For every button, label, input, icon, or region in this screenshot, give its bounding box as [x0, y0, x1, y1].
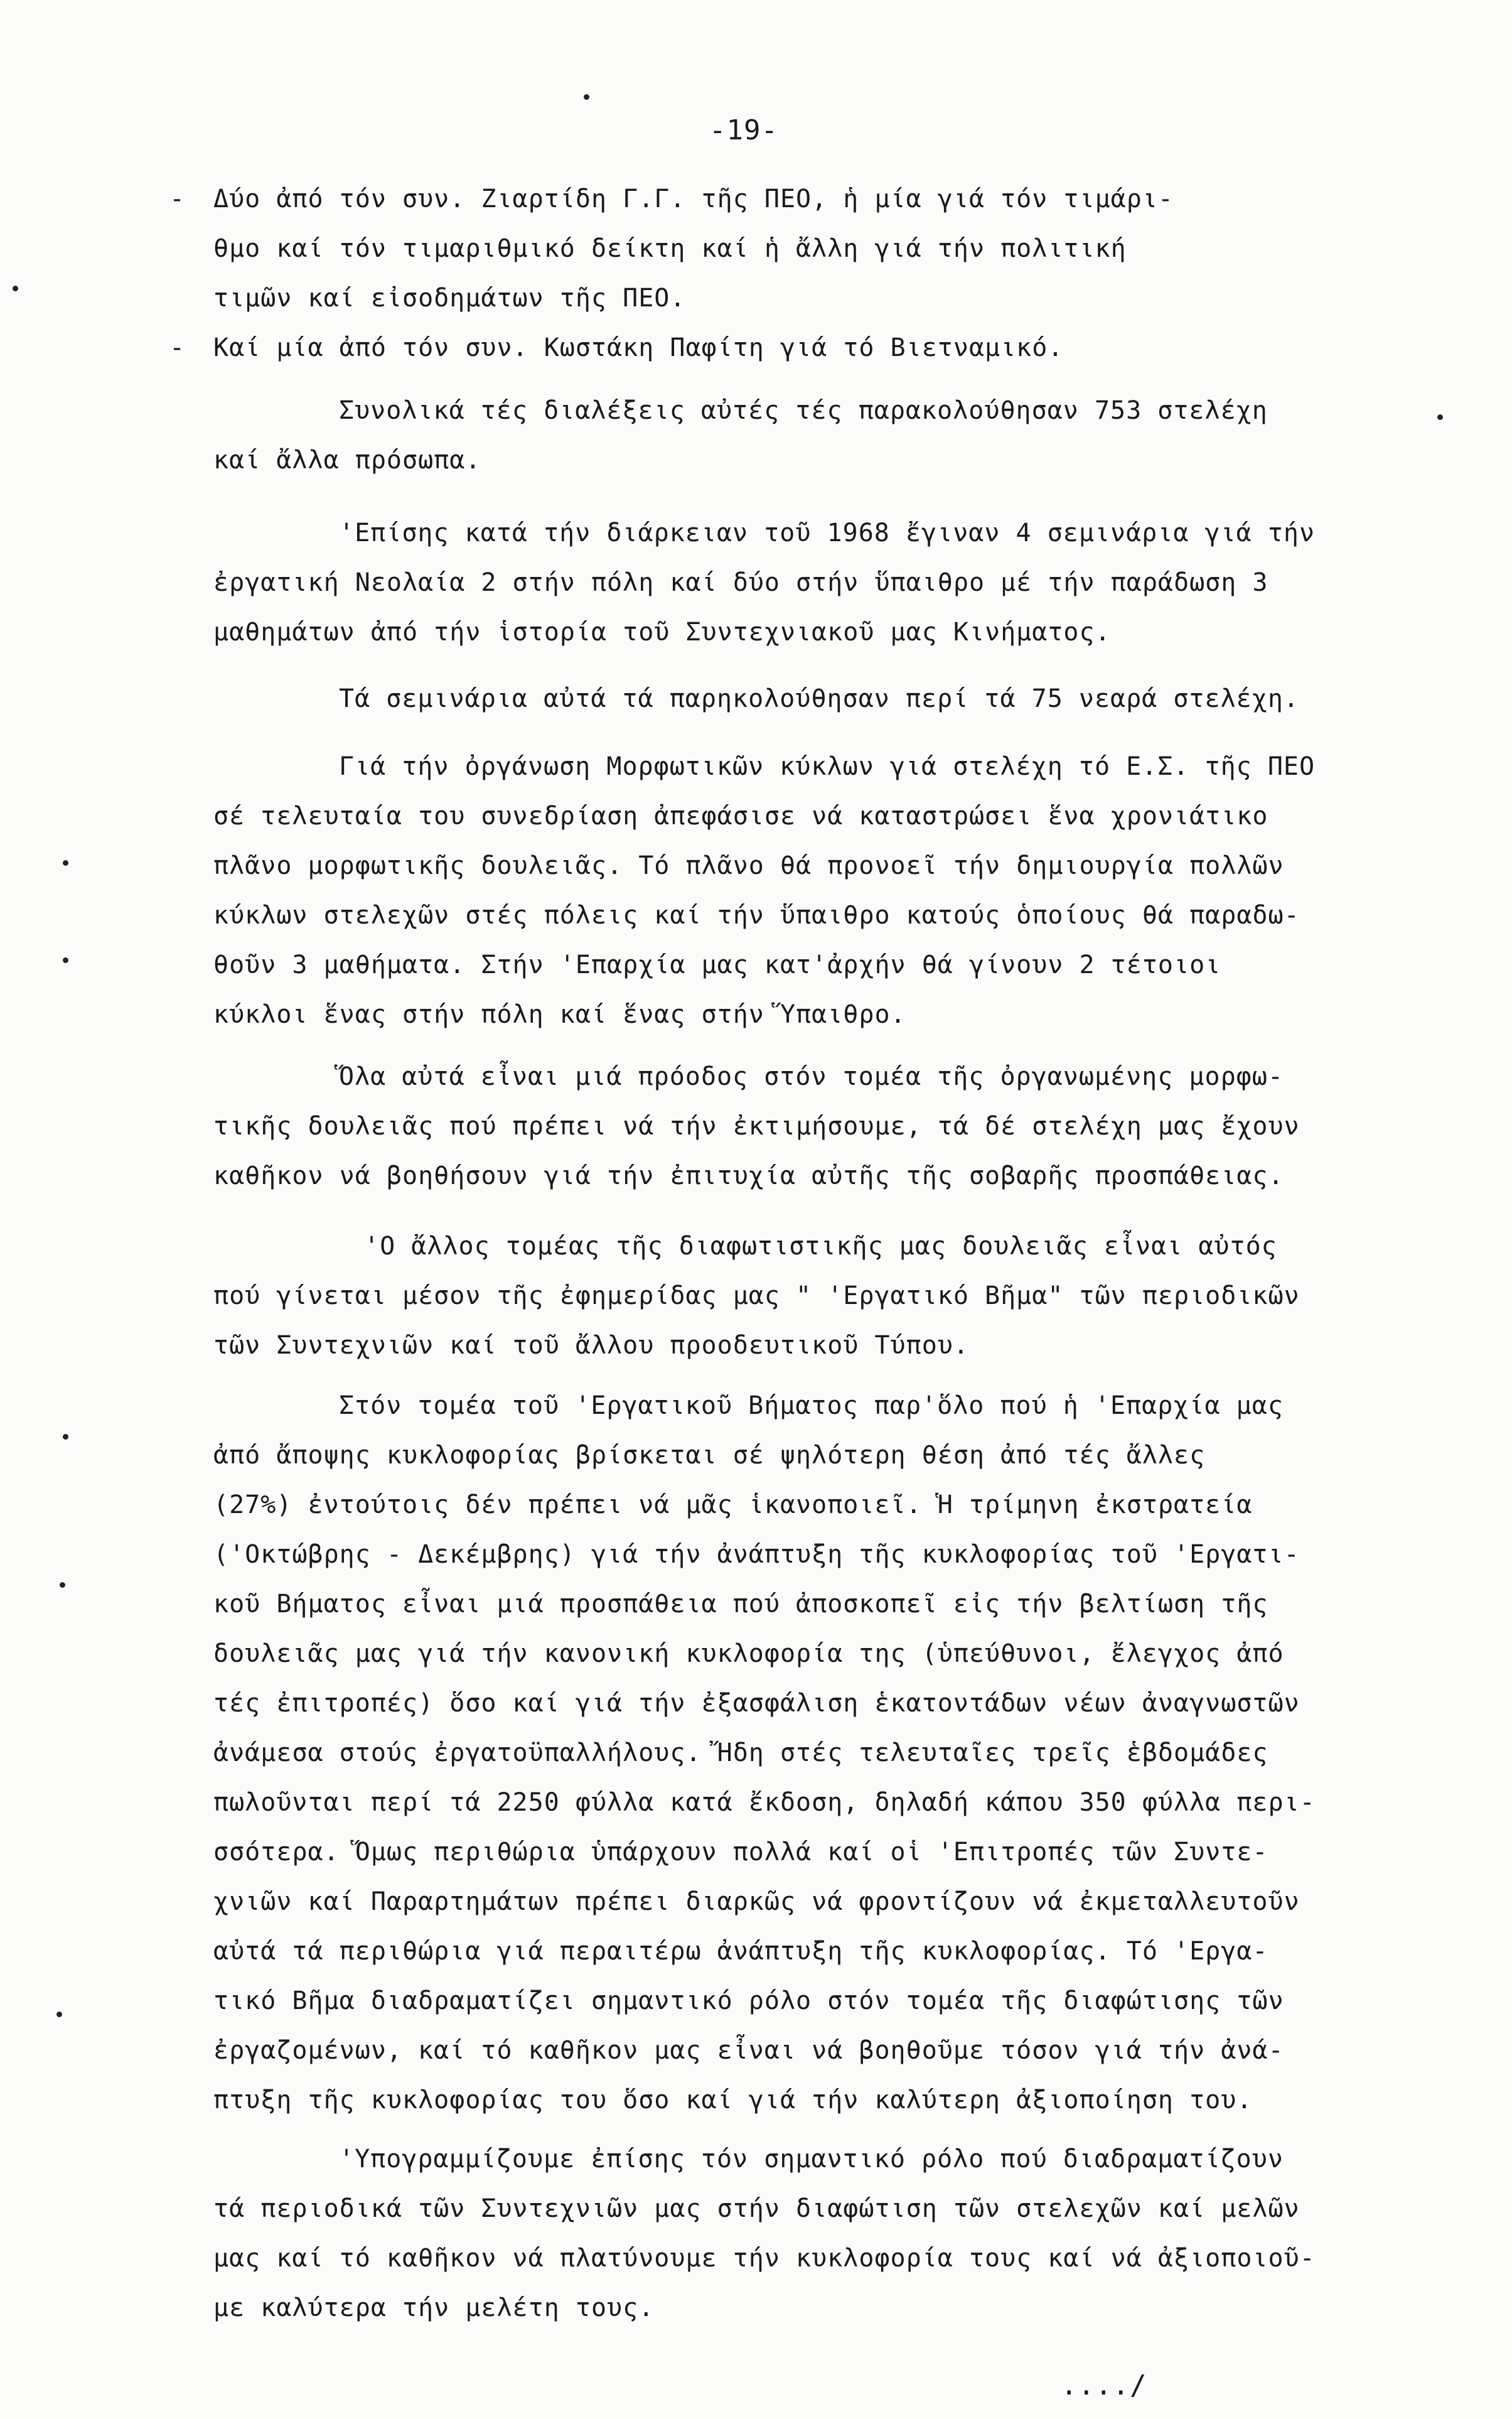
scan-speck — [63, 957, 68, 963]
paragraph-line: κοῦ Βήματος εἶναι μιά προσπάθεια πού ἀποσκοπεῖ εἰς τήν βελτίωση τῆς — [213, 1590, 1268, 1619]
bullet-item — [169, 323, 1456, 373]
paragraph-line: με καλύτερα τήν μελέτη τους. — [213, 2293, 655, 2322]
bullet-item — [169, 175, 1456, 323]
paragraph-line: τικό Βῆμα διαδραματίζει σημαντικό ρόλο στόν τομέα τῆς διαφώτισης τῶν — [213, 1986, 1284, 2015]
paragraph-line: ἀπό ἄποψης κυκλοφορίας βρίσκεται σέ ψηλότερη θέση ἀπό τές ἄλλες — [213, 1441, 1206, 1470]
paragraph-line: τῶν Συντεχνιῶν καί τοῦ ἄλλου προοδευτικοῦ Τύπου. — [213, 1331, 969, 1360]
paragraph — [213, 1381, 1456, 2125]
bullet-line: - Καί μία ἀπό τόν συν. Κωστάκη Παφίτη γιά τό Βιετναμικό. — [213, 323, 1456, 373]
paragraph-line: 'Ο ἄλλος τομέας τῆς διαφωτιστικῆς μας δουλειᾶς εἶναι αὐτός — [364, 1232, 1277, 1261]
paragraph-line: 'Υπογραμμίζουμε ἐπίσης τόν σημαντικό ρόλο πού διαδραματίζουν — [339, 2145, 1284, 2174]
page-number: -19- — [709, 114, 778, 146]
paragraph-line: Ὅλα αὐτά εἶναι μιά πρόοδος στόν τομέα τῆς ὀργανωμένης μορφω- — [339, 1062, 1284, 1091]
paragraph — [213, 386, 1456, 485]
paragraph — [213, 1052, 1456, 1201]
paragraph-line: ἐργαζομένων, καί τό καθῆκον μας εἶναι νά βοηθοῦμε τόσον γιά τήν ἀνά- — [213, 2036, 1284, 2065]
paragraph-line: δουλειᾶς μας γιά τήν κανονική κυκλοφορία της (ὑπεύθυνοι, ἔλεγχος ἀπό — [213, 1639, 1284, 1668]
paragraph-line: κύκλων στελεχῶν στές πόλεις καί τήν ὕπαιθρο κατούς ὁποίους θά παραδω- — [213, 901, 1300, 930]
paragraph-line: πτυξη τῆς κυκλοφορίας του ὅσο καί γιά τήν καλύτερη ἀξιοποίηση του. — [213, 2086, 1253, 2115]
paragraph-line: αὐτά τά περιθώρια γιά περαιτέρω ἀνάπτυξη τῆς κυκλοφορίας. Τό 'Εργα- — [213, 1937, 1268, 1966]
paragraph-line: πού γίνεται μέσον τῆς ἐφημερίδας μας " 'Εργατικό Βῆμα" τῶν περιοδικῶν — [213, 1281, 1300, 1310]
paragraph-line: πλᾶνο μορφωτικῆς δουλειᾶς. Τό πλᾶνο θά προνοεῖ τήν δημιουργία πολλῶν — [213, 851, 1284, 880]
paragraph-line: Γιά τήν ὀργάνωση Μορφωτικῶν κύκλων γιά στελέχη τό Ε.Σ. τῆς ΠΕΟ — [339, 752, 1316, 781]
paragraph-line: χνιῶν καί Παραρτημάτων πρέπει διαρκῶς νά φροντίζουν νά ἐκμεταλλευτοῦν — [213, 1887, 1300, 1916]
paragraph-line: Τά σεμινάρια αὐτά τά παρηκολούθησαν περί τά 75 νεαρά στελέχη. — [339, 684, 1300, 713]
paragraph — [213, 509, 1456, 657]
scan-speck — [60, 1582, 65, 1588]
paragraph-line: (27%) ἐντούτοις δέν πρέπει νά μᾶς ἱκανοποιεῖ. Ἡ τρίμηνη ἐκστρατεία — [213, 1490, 1253, 1519]
bullet-line: - Δύο ἀπό τόν συν. Ζιαρτίδη Γ.Γ. τῆς ΠΕΟ, ἡ μία γιά τόν τιμάρι- — [213, 175, 1456, 224]
paragraph-line: ἐργατική Νεολαία 2 στήν πόλη καί δύο στήν ὕπαιθρο μέ τήν παράδωση 3 — [213, 568, 1268, 597]
paragraph — [213, 1222, 1456, 1371]
paragraph-line: 'Επίσης κατά τήν διάρκειαν τοῦ 1968 ἔγιναν 4 σεμινάρια γιά τήν — [339, 519, 1316, 547]
scan-speck — [584, 94, 589, 100]
scan-speck — [1437, 414, 1443, 420]
bullet-line: τιμῶν καί εἰσοδημάτων τῆς ΠΕΟ. — [213, 284, 686, 313]
paragraph-line: ἀνάμεσα στούς ἐργατοϋπαλλήλους. Ἤδη στές τελευταῖες τρεῖς ἑβδομάδες — [213, 1738, 1268, 1767]
scan-speck — [56, 2012, 62, 2017]
scan-speck — [63, 860, 68, 866]
paragraph-line: καί ἄλλα πρόσωπα. — [213, 446, 481, 475]
bullet-dash: - — [169, 333, 186, 362]
bullet-line: θμο καί τόν τιμαριθμικό δείκτη καί ἡ ἄλλη γιά τήν πολιτική — [213, 234, 1127, 263]
scan-speck — [63, 1434, 68, 1440]
bullet-list — [169, 175, 1456, 373]
continuation-mark: ..../ — [1061, 2369, 1147, 2401]
paragraph-line: τικῆς δουλειᾶς πού πρέπει νά τήν ἐκτιμήσουμε, τά δέ στελέχη μας ἔχουν — [213, 1112, 1300, 1141]
paragraph-line: Στόν τομέα τοῦ 'Εργατικοῦ Βήματος παρ'ὅλο πού ἡ 'Επαρχία μας — [339, 1391, 1284, 1420]
paragraph-line: Συνολικά τές διαλέξεις αὐτές τές παρακολούθησαν 753 στελέχη — [339, 396, 1268, 425]
paragraph-line: μαθημάτων ἀπό τήν ἱστορία τοῦ Συντεχνιακοῦ μας Κινήματος. — [213, 618, 1111, 647]
paragraph-line: σέ τελευταία του συνεδρίαση ἀπεφάσισε νά καταστρώσει ἕνα χρονιάτικο — [213, 802, 1268, 831]
paragraph-line: κύκλοι ἕνας στήν πόλη καί ἕνας στήν Ὕπαιθρο. — [213, 1000, 906, 1029]
paragraph-line: πωλοῦνται περί τά 2250 φύλλα κατά ἔκδοση, δηλαδή κάπου 350 φύλλα περι- — [213, 1788, 1316, 1817]
paragraph-line: καθῆκον νά βοηθήσουν γιά τήν ἐπιτυχία αὐτῆς τῆς σοβαρῆς προσπάθειας. — [213, 1161, 1284, 1190]
paragraph-line: σσότερα. Ὅμως περιθώρια ὑπάρχουν πολλά καί οἱ 'Επιτροπές τῶν Συντε- — [213, 1838, 1268, 1867]
paragraph — [213, 2135, 1456, 2333]
scan-speck — [13, 286, 18, 291]
paragraph-line: θοῦν 3 μαθήματα. Στήν 'Επαρχία μας κατ'ἀρχήν θά γίνουν 2 τέτοιοι — [213, 951, 1221, 979]
paragraph-line: τές ἐπιτροπές) ὅσο καί γιά τήν ἐξασφάλιση ἑκατοντάδων νέων ἀναγνωστῶν — [213, 1689, 1300, 1718]
paragraph-line: μας καί τό καθῆκον νά πλατύνουμε τήν κυκλοφορία τους καί νά ἀξιοποιοῦ- — [213, 2244, 1316, 2273]
bullet-dash: - — [169, 185, 186, 213]
paragraph — [213, 742, 1456, 1040]
paragraph-line: ('Οκτώβρης - Δεκέμβρης) γιά τήν ἀνάπτυξη τῆς κυκλοφορίας τοῦ 'Εργατι- — [213, 1540, 1300, 1569]
paragraph — [213, 674, 1456, 724]
paragraph-line: τά περιοδικά τῶν Συντεχνιῶν μας στήν διαφώτιση τῶν στελεχῶν καί μελῶν — [213, 2194, 1300, 2223]
